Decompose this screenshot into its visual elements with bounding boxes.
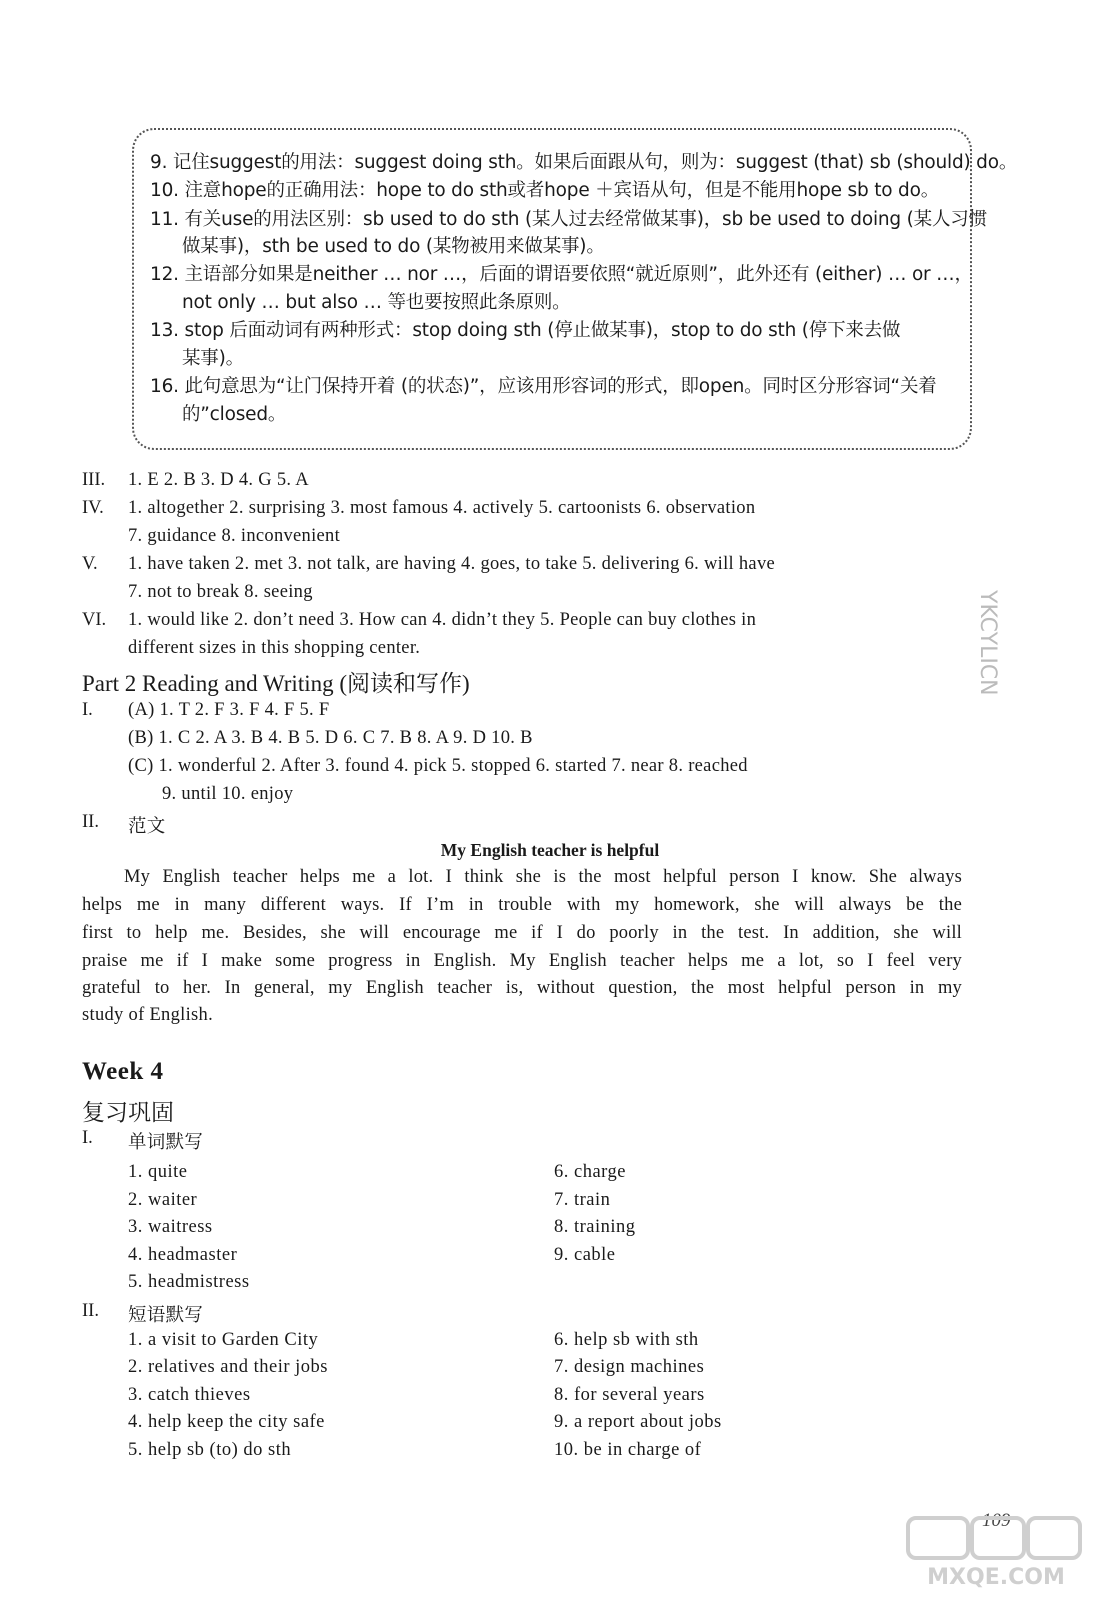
note-12-cont: not only … but also … 等也要按照此条原则。 (182, 292, 571, 313)
side-watermark: YKCYLICN (975, 590, 1000, 696)
section-iv-answers-cont: 7. guidance 8. inconvenient (128, 526, 341, 546)
week-sec1-label: I. (82, 1128, 93, 1148)
phrase-8: 8. for several years (554, 1385, 705, 1405)
part2-heading: Part 2 Reading and Writing (阅读和写作) (82, 671, 470, 696)
phrase-9: 9. a report about jobs (554, 1412, 722, 1432)
note-10: 10. 注意hope的正确用法：hope to do sth或者hope ＋宾语从句，但是不能用hope sb to do。 (150, 180, 940, 201)
note-11: 11. 有关use的用法区别：sb used to do sth (某人过去经常做某事)，sb be used to doing (某人习惯 (150, 209, 987, 230)
section-v-answers-cont: 7. not to break 8. seeing (128, 582, 313, 602)
section-vi-answers-cont: different sizes in this shopping center. (128, 638, 421, 658)
essay-title: My English teacher is helpful (440, 840, 660, 860)
word-6: 6. charge (554, 1162, 626, 1182)
essay-line-5: grateful to her. In general, my English teacher is, without question, the most helpful person in my (82, 978, 962, 998)
phrase-7: 7. design machines (554, 1357, 705, 1377)
week-sec2-label: II. (82, 1301, 99, 1321)
word-3: 3. waitress (128, 1217, 213, 1237)
phrase-3: 3. catch thieves (128, 1385, 251, 1405)
section-vi-label: VI. (82, 610, 107, 630)
phrase-5: 5. help sb (to) do sth (128, 1440, 292, 1460)
part2-b-answers: (B) 1. C 2. A 3. B 4. B 5. D 6. C 7. B 8. A 9. D 10. B (128, 728, 533, 748)
note-9: 9. 记住suggest的用法：suggest doing sth。如果后面跟从句，则为：suggest (that) sb (should) do。 (150, 152, 1018, 173)
note-11-cont: 做某事)，sth be used to do (某物被用来做某事)。 (182, 236, 605, 257)
part2-ii-label: II. (82, 812, 99, 832)
phrase-2: 2. relatives and their jobs (128, 1357, 328, 1377)
section-v-label: V. (82, 554, 98, 574)
part2-c-answers-cont: 9. until 10. enjoy (162, 784, 294, 804)
section-iii-answers: 1. E 2. B 3. D 4. G 5. A (128, 470, 309, 490)
word-4: 4. headmaster (128, 1245, 238, 1265)
essay-line-4: praise me if I make some progress in English. My English teacher helps me a lot, so I feel very (82, 951, 962, 971)
phrase-1: 1. a visit to Garden City (128, 1330, 319, 1350)
week-title: Week 4 (82, 1058, 164, 1085)
note-16-cont: 的”closed。 (182, 404, 287, 425)
essay-line-1: My English teacher helps me a lot. I think she is the most helpful person I know. She always (124, 867, 962, 887)
word-1: 1. quite (128, 1162, 188, 1182)
word-9: 9. cable (554, 1245, 616, 1265)
part2-ii-title: 范文 (128, 816, 166, 837)
note-16: 16. 此句意思为“让门保持开着 (的状态)”，应该用形容词的形式，即open。同时区分形容词“关着 (150, 376, 937, 397)
watermark-logo-icon (900, 1510, 1090, 1590)
note-13: 13. stop 后面动词有两种形式：stop doing sth (停止做某事)，stop to do sth (停下来去做 (150, 320, 901, 341)
section-iv-label: IV. (82, 498, 104, 518)
note-12: 12. 主语部分如果是neither … nor …，后面的谓语要依照“就近原则”，此外还有 (either) … or …， (150, 264, 973, 285)
word-8: 8. training (554, 1217, 636, 1237)
phrase-10: 10. be in charge of (554, 1440, 702, 1460)
review-subtitle: 复习巩固 (82, 1100, 174, 1126)
word-5: 5. headmistress (128, 1272, 250, 1292)
week-sec1-title: 单词默写 (128, 1132, 204, 1153)
part2-c-answers: (C) 1. wonderful 2. After 3. found 4. pick 5. stopped 6. started 7. near 8. reached (128, 756, 748, 776)
page-number: 109 (982, 1510, 1011, 1531)
part2-a-answers: (A) 1. T 2. F 3. F 4. F 5. F (128, 700, 330, 720)
section-iii-label: III. (82, 470, 106, 490)
part2-i-label: I. (82, 700, 93, 720)
phrase-4: 4. help keep the city safe (128, 1412, 325, 1432)
week-sec2-title: 短语默写 (128, 1305, 204, 1326)
section-v-answers: 1. have taken 2. met 3. not talk, are having 4. goes, to take 5. delivering 6. will have (128, 554, 776, 574)
essay-line-6: study of English. (82, 1005, 214, 1025)
svg-text:MXQE.COM: MXQE.COM (927, 1565, 1065, 1590)
section-vi-answers: 1. would like 2. don’t need 3. How can 4. didn’t they 5. People can buy clothes in (128, 610, 757, 630)
note-13-cont: 某事)。 (182, 348, 244, 369)
essay-line-2: helps me in many different ways. If I’m in trouble with my homework, she will always be the (82, 895, 962, 915)
word-7: 7. train (554, 1190, 611, 1210)
essay-line-3: first to help me. Besides, she will encourage me if I do poorly in the test. In addition, she will (82, 923, 962, 943)
section-iv-answers: 1. altogether 2. surprising 3. most famous 4. actively 5. cartoonists 6. observation (128, 498, 756, 518)
word-2: 2. waiter (128, 1190, 198, 1210)
phrase-6: 6. help sb with sth (554, 1330, 699, 1350)
